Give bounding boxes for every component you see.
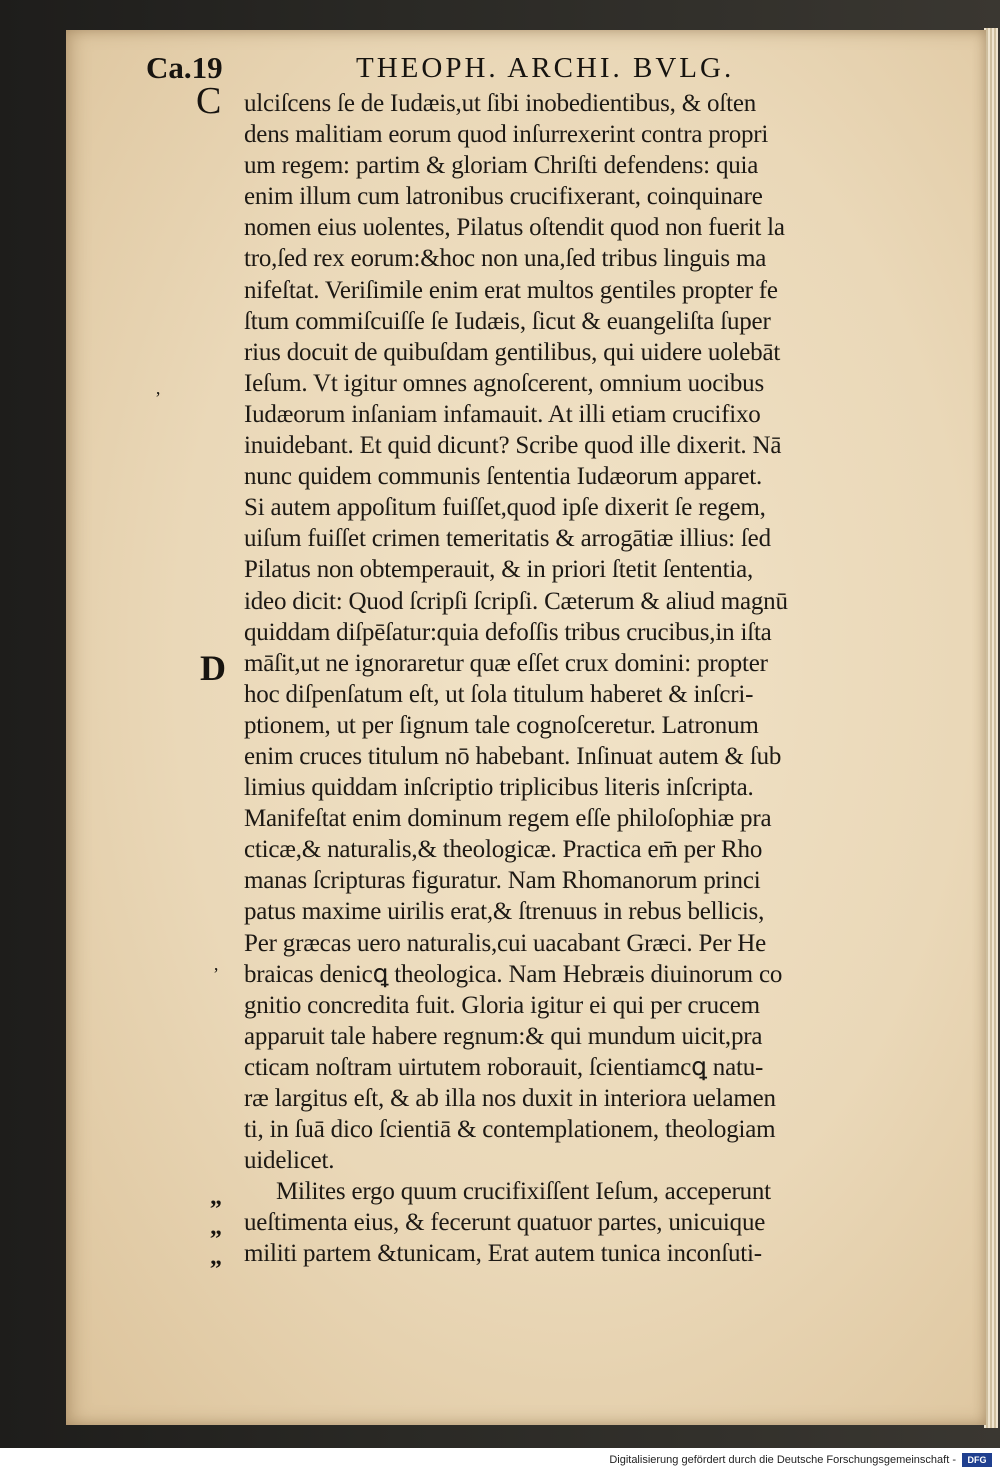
footer-bar [0,1448,1000,1474]
text-line: manas ſcripturas figuratur. Nam Rhomanorum princi [244,867,761,895]
text-line: limius quiddam inſcriptio triplicibus literis inſcripta. [244,774,754,802]
text-line: ſtum commiſcuiſſe ſe Iudæis, ſicut & euangeliſta ſuper [244,307,771,335]
text-line: ueſtimenta eius, & fecerunt quatuor partes, unicuique [244,1209,766,1237]
text-line: māſit,ut ne ignoraretur quæ eſſet crux domini: propter [244,649,768,677]
text-line: gnitio concredita fuit. Gloria igitur ei qui per crucem [244,991,760,1019]
running-title: THEOPH. ARCHI. BVLG. [356,52,735,84]
text-line: nomen eius uolentes, Pilatus oſtendit quod non fuerit la [244,214,785,242]
text-line: Ieſum. Vt igitur omnes agnoſcerent, omnium uocibus [244,369,765,397]
section-letter-d: D [200,648,226,688]
chapter-marker: Ca.19 [146,50,223,85]
funding-note: Digitalisierung gefördert durch die Deutsche Forschungsgemeinschaft - [609,1454,956,1466]
text-line: dens malitiam eorum quod inſurrexerint contra propri [244,121,769,149]
text-line: patus maxime uirilis erat,& ſtrenuus in rebus bellicis, [244,898,765,926]
text-line: nunc quidem communis ſententia Iudæorum apparet. [244,463,763,491]
text-line: uidelicet. [244,1147,335,1175]
text-line: nifeſtat. Veriſimile enim erat multos gentiles propter fe [244,276,778,304]
text-line: apparuit tale habere regnum:& qui mundum uicit,pra [244,1022,763,1050]
text-line: ideo dicit: Quod ſcripſi ſcripſi. Cæterum & aliud magnū [244,587,788,615]
text-line: hoc diſpenſatum eſt, ut ſola titulum haberet & inſcri- [244,680,754,708]
quotation-mark: „ [210,1214,222,1240]
page-edge [984,28,998,1428]
text-line: quiddam diſpēſatur:quia defoſſis tribus crucibus,in iſta [244,618,772,646]
text-line: uiſum fuiſſet crimen temeritatis & arrogātiæ illius: ſed [244,525,771,553]
text-line: tro,ſed rex eorum:&hoc non una,ſed tribus linguis ma [244,245,767,273]
text-line: braicas denicꝗ theologica. Nam Hebræis diuinorum co [244,960,783,988]
text-line: ti, in ſuā dico ſcientiā & contemplationem, theologiam [244,1116,776,1144]
text-line: Pilatus non obtemperauit, & in priori ſtetit ſententia, [244,556,754,584]
section-letter-c: C [196,80,222,122]
text-line: ptionem, ut per ſignum tale cognoſceretur. Latronum [244,711,759,739]
text-line: Manifeſtat enim dominum regem eſſe philoſophiæ pra [244,805,772,833]
text-line: Si autem appoſitum fuiſſet,quod ipſe dixerit ſe regem, [244,494,766,522]
text-line: ræ largitus eſt, & ab illa nos duxit in interiora uelamen [244,1085,776,1112]
text-line: cticæ,& naturalis,& theologicæ. Practica em̄ per Rho [244,836,763,864]
dfg-logo: DFG [962,1453,992,1467]
text-line: ulciſcens ſe de Iudæis,ut ſibi inobedientibus, & oſten [244,90,757,117]
text-line: inuidebant. Et quid dicunt? Scribe quod ille dixerit. Nā [244,432,782,460]
running-head [140,50,840,90]
body-text [244,88,959,1270]
text-line: enim illum cum latronibus crucifixerant, coinquinare [244,183,763,211]
text-line: enim cruces titulum nō habebant. Inſinuat autem & ſub [244,742,782,770]
text-line: militi partem &tunicam, Erat autem tunica inconſuti- [244,1240,762,1268]
margin-speck: ʼ [155,388,161,408]
text-line: Milites ergo quum crucifixiſſent Ieſum, acceperunt [276,1178,771,1206]
text-line: cticam noſtram uirtutem roborauit, ſcientiamcꝗ natu- [244,1053,764,1081]
quotation-mark: „ [210,1184,222,1210]
text-line: rius docuit de quibuſdam gentilibus, qui uidere uolebāt [244,338,781,366]
text-line: Per græcas uero naturalis,cui uacabant Græci. Per He [244,929,767,957]
text-line: um regem: partim & gloriam Chriſti defendens: quia [244,152,759,180]
text-line: Iudæorum inſaniam infamauit. At illi etiam crucifixo [244,400,761,428]
quotation-mark: „ [210,1244,222,1270]
margin-speck: ʼ [213,964,219,984]
